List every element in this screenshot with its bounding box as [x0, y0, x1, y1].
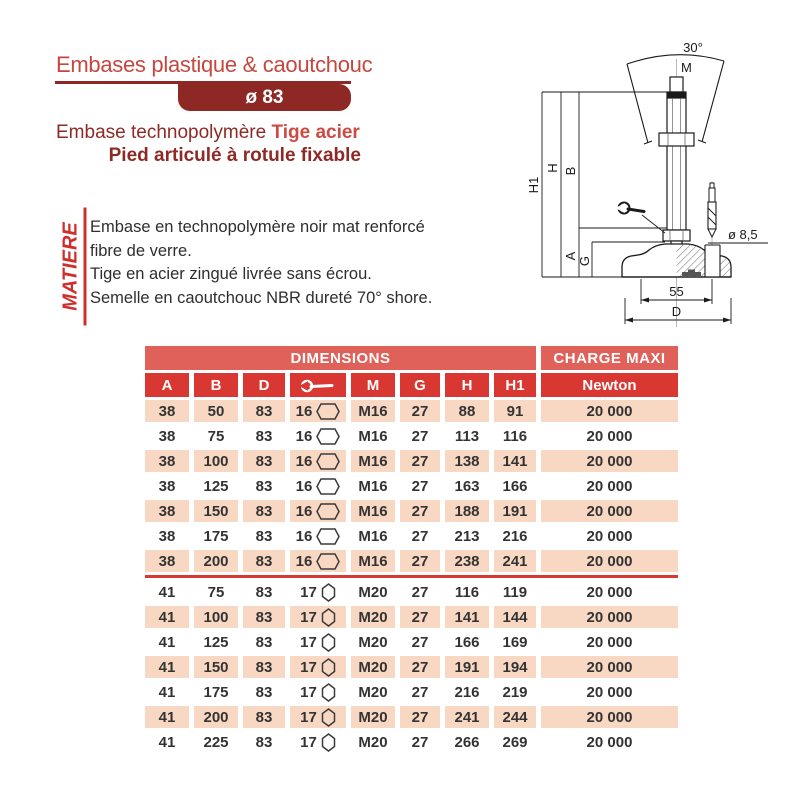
hex-flat-icon: [316, 453, 340, 470]
table-cell: [290, 631, 346, 653]
angle-label: 30°: [683, 40, 703, 55]
hole-diameter-label: ø 8,5: [728, 227, 758, 242]
table-group-header-row: [145, 346, 678, 370]
wrench-icon: [300, 378, 336, 394]
table-cell: [290, 400, 346, 422]
matiere-line: fibre de verre.: [90, 241, 192, 260]
table-cell: [290, 581, 346, 603]
hex-vertical-icon: [321, 708, 336, 727]
table-cell: M20: [351, 731, 395, 753]
table-row: [145, 606, 678, 628]
table-cell: [290, 731, 346, 753]
charge-maxi-group-header: CHARGE MAXI: [541, 346, 678, 370]
table-cell: 83: [243, 731, 285, 753]
table-cell: 100: [194, 450, 238, 472]
table-cell: 141: [494, 450, 536, 472]
table-cell: 27: [400, 550, 440, 572]
table-cell: M16: [351, 500, 395, 522]
base-diameter-label: D: [671, 304, 682, 319]
table-cell: 116: [445, 581, 489, 603]
table-cell: 38: [145, 425, 189, 447]
lower-nut: [663, 230, 690, 241]
hex-flat-icon: [316, 478, 340, 495]
key-size: 16: [295, 502, 313, 520]
table-cell: [290, 525, 346, 547]
table-cell: M16: [351, 475, 395, 497]
table-cell: [290, 606, 346, 628]
table-cell: 200: [194, 550, 238, 572]
table-cell: 41: [145, 656, 189, 678]
table-cell: 20 000: [541, 425, 678, 447]
table-cell: 191: [445, 656, 489, 678]
table-cell: 83: [243, 475, 285, 497]
table-cell: 20 000: [541, 475, 678, 497]
hex-vertical-icon: [321, 733, 336, 752]
table-cell: 83: [243, 606, 285, 628]
col-header-b: B: [194, 373, 238, 397]
table-row: [145, 425, 678, 447]
table-cell: [290, 681, 346, 703]
table-row: [145, 475, 678, 497]
table-cell: 213: [445, 525, 489, 547]
table-cell: 20 000: [541, 581, 678, 603]
table-row: [145, 706, 678, 728]
table-cell: 38: [145, 475, 189, 497]
dimensions-table-body: [145, 346, 678, 753]
table-cell: 27: [400, 656, 440, 678]
table-cell: 125: [194, 631, 238, 653]
table-cell: 38: [145, 400, 189, 422]
group-divider-line: [145, 575, 678, 578]
table-cell: M16: [351, 425, 395, 447]
table-cell: 38: [145, 550, 189, 572]
key-size: 16: [295, 552, 313, 570]
table-cell: 83: [243, 450, 285, 472]
table-cell: 20 000: [541, 731, 678, 753]
group-divider: [145, 575, 678, 578]
hex-vertical-icon: [321, 608, 336, 627]
table-cell: [290, 656, 346, 678]
dim-h1-label: H1: [526, 176, 541, 194]
col-header-g: G: [400, 373, 440, 397]
table-cell: 20 000: [541, 500, 678, 522]
dimensions-table: [140, 343, 683, 756]
table-cell: 175: [194, 525, 238, 547]
col-header-a: A: [145, 373, 189, 397]
table-cell: 83: [243, 400, 285, 422]
col-header-m: M: [351, 373, 395, 397]
table-cell: 20 000: [541, 656, 678, 678]
table-row: [145, 550, 678, 572]
table-row: [145, 631, 678, 653]
table-cell: 166: [445, 631, 489, 653]
col-header-key: [290, 373, 346, 397]
table-cell: 219: [494, 681, 536, 703]
table-row: [145, 581, 678, 603]
table-cell: M16: [351, 525, 395, 547]
table-cell: 83: [243, 706, 285, 728]
dimensions-group-header: DIMENSIONS: [145, 346, 536, 370]
table-cell: 191: [494, 500, 536, 522]
table-cell: 75: [194, 425, 238, 447]
key-size: 16: [295, 402, 313, 420]
table-cell: 88: [445, 400, 489, 422]
table-cell: M20: [351, 681, 395, 703]
table-cell: 241: [494, 550, 536, 572]
hex-flat-icon: [316, 503, 340, 520]
key-size: 16: [295, 427, 313, 445]
table-cell: 241: [445, 706, 489, 728]
table-row: [145, 681, 678, 703]
page-title: Embases plastique & caoutchouc: [56, 52, 373, 77]
table-cell: 83: [243, 681, 285, 703]
key-size: 17: [300, 583, 317, 601]
hex-flat-icon: [316, 528, 340, 545]
table-cell: 200: [194, 706, 238, 728]
table-cell: [290, 706, 346, 728]
table-cell: 38: [145, 450, 189, 472]
thread-label: M: [681, 60, 692, 75]
table-cell: 27: [400, 681, 440, 703]
table-cell: 216: [445, 681, 489, 703]
table-cell: 27: [400, 475, 440, 497]
col-header-d: D: [243, 373, 285, 397]
hex-flat-icon: [316, 553, 340, 570]
table-cell: 27: [400, 450, 440, 472]
table-cell: M16: [351, 450, 395, 472]
table-cell: 141: [445, 606, 489, 628]
table-cell: 116: [494, 425, 536, 447]
table-cell: 138: [445, 450, 489, 472]
table-cell: 27: [400, 631, 440, 653]
table-cell: M20: [351, 631, 395, 653]
diameter-badge: ø 83: [178, 84, 351, 111]
table-cell: 83: [243, 631, 285, 653]
col-header-newton: Newton: [541, 373, 678, 397]
table-cell: 113: [445, 425, 489, 447]
table-cell: 216: [494, 525, 536, 547]
subtitle-accent: Tige acier: [271, 122, 360, 143]
dim-b-label: B: [563, 166, 578, 176]
table-cell: 27: [400, 581, 440, 603]
table-cell: 41: [145, 581, 189, 603]
table-cell: 225: [194, 731, 238, 753]
matiere-line: Tige en acier zingué livrée sans écrou.: [90, 265, 372, 283]
table-cell: 150: [194, 500, 238, 522]
table-column-header-row: [145, 373, 678, 397]
key-size: 17: [300, 633, 317, 651]
fixing-hole: [705, 245, 720, 277]
table-cell: [290, 550, 346, 572]
table-cell: 20 000: [541, 525, 678, 547]
table-cell: 83: [243, 525, 285, 547]
table-cell: 38: [145, 525, 189, 547]
key-size: 17: [300, 683, 317, 701]
table-cell: [290, 425, 346, 447]
key-size: 16: [295, 527, 313, 545]
hex-vertical-icon: [321, 658, 336, 677]
table-cell: 27: [400, 606, 440, 628]
table-cell: [290, 450, 346, 472]
table-cell: M16: [351, 400, 395, 422]
dimension-lines: [542, 92, 667, 277]
matiere-sidebar-label: MATIERE: [60, 208, 87, 326]
table-cell: 244: [494, 706, 536, 728]
matiere-description: [90, 216, 510, 310]
matiere-line: Semelle en caoutchouc NBR dureté 70° shore.: [90, 288, 433, 307]
table-cell: 27: [400, 425, 440, 447]
table-cell: 41: [145, 706, 189, 728]
table-cell: [290, 475, 346, 497]
table-row: [145, 731, 678, 753]
col-header-h: H: [445, 373, 489, 397]
table-cell: [290, 500, 346, 522]
table-cell: 50: [194, 400, 238, 422]
table-cell: 41: [145, 731, 189, 753]
dim-g-label: G: [577, 255, 592, 267]
table-cell: 83: [243, 581, 285, 603]
table-cell: 20 000: [541, 706, 678, 728]
table-cell: 27: [400, 500, 440, 522]
table-cell: 269: [494, 731, 536, 753]
table-cell: 75: [194, 581, 238, 603]
key-size: 16: [295, 452, 313, 470]
table-cell: 144: [494, 606, 536, 628]
hex-vertical-icon: [321, 683, 336, 702]
key-size: 17: [300, 708, 317, 726]
col-header-h1: H1: [494, 373, 536, 397]
table-row: [145, 656, 678, 678]
table-cell: 83: [243, 656, 285, 678]
table-cell: 119: [494, 581, 536, 603]
key-size: 17: [300, 658, 317, 676]
table-cell: 100: [194, 606, 238, 628]
subtitle-line1: [56, 122, 361, 144]
table-cell: 266: [445, 731, 489, 753]
table-cell: 20 000: [541, 450, 678, 472]
table-cell: M20: [351, 656, 395, 678]
table-cell: 83: [243, 425, 285, 447]
table-cell: 20 000: [541, 631, 678, 653]
table-cell: 20 000: [541, 550, 678, 572]
dim-a-label: A: [563, 251, 578, 261]
table-cell: 83: [243, 500, 285, 522]
key-size: 17: [300, 733, 317, 751]
drill-icon: [708, 181, 716, 247]
table-row: [145, 400, 678, 422]
hex-nut: [659, 133, 694, 146]
table-cell: 20 000: [541, 400, 678, 422]
table-cell: 27: [400, 400, 440, 422]
table-cell: 150: [194, 656, 238, 678]
technical-drawing: [525, 35, 795, 335]
table-cell: 20 000: [541, 606, 678, 628]
hex-vertical-icon: [321, 583, 336, 602]
subtitle-line2: Pied articulé à rotule fixable: [108, 145, 361, 166]
hex-vertical-icon: [321, 633, 336, 652]
matiere-line: Embase en technopolymère noir mat renforcé: [90, 218, 425, 236]
table-cell: 27: [400, 731, 440, 753]
table-cell: 83: [243, 550, 285, 572]
table-cell: 38: [145, 500, 189, 522]
table-cell: 20 000: [541, 681, 678, 703]
key-size: 17: [300, 608, 317, 626]
table-cell: 188: [445, 500, 489, 522]
table-cell: 194: [494, 656, 536, 678]
hex-flat-icon: [316, 403, 340, 420]
threaded-rod: [659, 77, 694, 248]
table-cell: 27: [400, 706, 440, 728]
base-width-label: 55: [669, 284, 684, 299]
table-cell: 166: [494, 475, 536, 497]
table-cell: 163: [445, 475, 489, 497]
table-cell: 238: [445, 550, 489, 572]
table-cell: 41: [145, 631, 189, 653]
subtitle-main: Embase technopolymère: [56, 122, 272, 143]
table-row: [145, 525, 678, 547]
table-cell: 125: [194, 475, 238, 497]
table-cell: M16: [351, 550, 395, 572]
key-size: 16: [295, 477, 313, 495]
table-row: [145, 500, 678, 522]
hex-flat-icon: [316, 428, 340, 445]
table-cell: 91: [494, 400, 536, 422]
table-cell: 169: [494, 631, 536, 653]
table-cell: 41: [145, 681, 189, 703]
table-cell: 27: [400, 525, 440, 547]
table-cell: M20: [351, 706, 395, 728]
table-cell: M20: [351, 581, 395, 603]
table-cell: 41: [145, 606, 189, 628]
table-cell: M20: [351, 606, 395, 628]
dim-h-label: H: [545, 163, 560, 173]
table-cell: 175: [194, 681, 238, 703]
base-foot: [622, 240, 733, 280]
table-row: [145, 450, 678, 472]
